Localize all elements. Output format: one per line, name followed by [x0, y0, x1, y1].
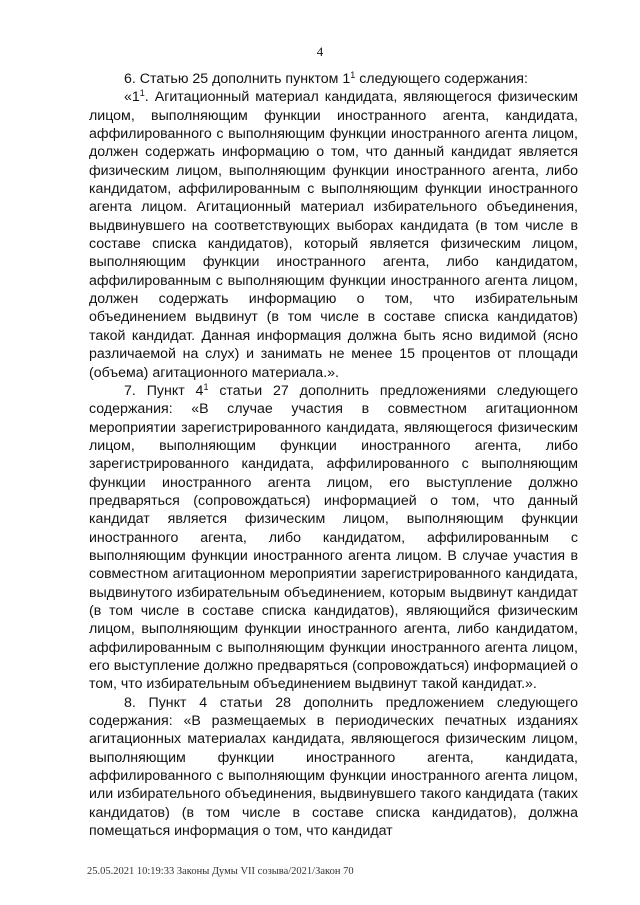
paragraph-6-content: [89, 88, 578, 382]
paragraph-8-text: 8. Пункт 4 статьи 28 дополнить предложением следующего содержания: «В размещаемых в периодических печатных изданиях агитационных материалах кандидата, являющегося физическим лицом, выполняющим функции иностранного агента, кандидата, аффилированного с выполняющим функции иностранного агента лицом, или избирательного объединения, выдвинувшего такого кандидата (таких кандидатов) (в том числе в составе списка кандидатов), должна помещаться информация о том, что кандидат: [89, 694, 578, 840]
superscript: 1: [350, 70, 356, 80]
document-footer: 25.05.2021 10:19:33 Законы Думы VII созыва/2021/Закон 70: [87, 866, 354, 877]
paragraph-6-text-cont: следующего содержания:: [355, 71, 528, 87]
paragraph-6-content-text-cont: . Агитационный материал кандидата, являющегося физическим лицом, выполняющим функции иностранного агента, кандидата, аффилированного с выполняющим функции иностранного агента лицом, должен содержать информацию о том, что данный кандидат является физическим лицом, выполняющим функции иностранного агента, либо кандидатом, аффилированным с выполняющим функции иностранного агента лицом. Агитационный материал избирательного объединения, выдвинувшего на соответствующих выборах кандидата (в том числе в составе списка кандидатов), который является физическим лицом, выполняющим функции иностранного агента, либо кандидатом, аффилированным с выполняющим функции иностранного агента лицом, должен содержать информацию о том, что избирательным объединением выдвинут (в том числе в составе списка кандидатов) такой кандидат. Данная информация должна быть ясно видимой (ясно различаемой на слух) и занимать не менее 15 процентов от площади (объема) агитационного материала.».: [89, 89, 578, 381]
document-body: [89, 70, 578, 840]
paragraph-7-text: 7. Пункт 4: [124, 382, 204, 399]
superscript: 1: [139, 88, 145, 99]
page-number: 4: [316, 44, 324, 59]
paragraph-6: [89, 70, 578, 88]
paragraph-8: [89, 694, 578, 841]
paragraph-7-text-cont: статьи 27 дополнить предложениями следующего содержания: «В случае участия в совместном агитационном мероприятии зарегистрированного кандидата, являющегося физическим лицом, выполняющим функции иностранного агента, либо зарегистрированного кандидата, аффилированного с выполняющим функции иностранного агента лицом, его выступление должно предваряться (сопровождаться) информацией о том, что данный кандидат является физическим лицом, выполняющим функции иностранного агента, либо кандидатом, аффилированным с выполняющим функции иностранного агента лицом. В случае участия в совместном агитационном мероприятии зарегистрированного кандидата, выдвинутого избирательным объединением, которым выдвинут кандидат (в том числе в составе списка кандидатов), являющийся физическим лицом, выполняющим функции иностранного агента, либо кандидатом, аффилированным с выполняющим функции иностранного агента лицом, его выступление должно предваряться (сопровождаться) информацией о том, что избирательным объединением выдвинут такой кандидат.».: [89, 382, 578, 693]
superscript: 1: [203, 381, 209, 392]
paragraph-7: [89, 382, 578, 694]
paragraph-6-content-text: «1: [124, 89, 140, 106]
paragraph-6-text: 6. Статью 25 дополнить пунктом 1: [124, 71, 351, 87]
